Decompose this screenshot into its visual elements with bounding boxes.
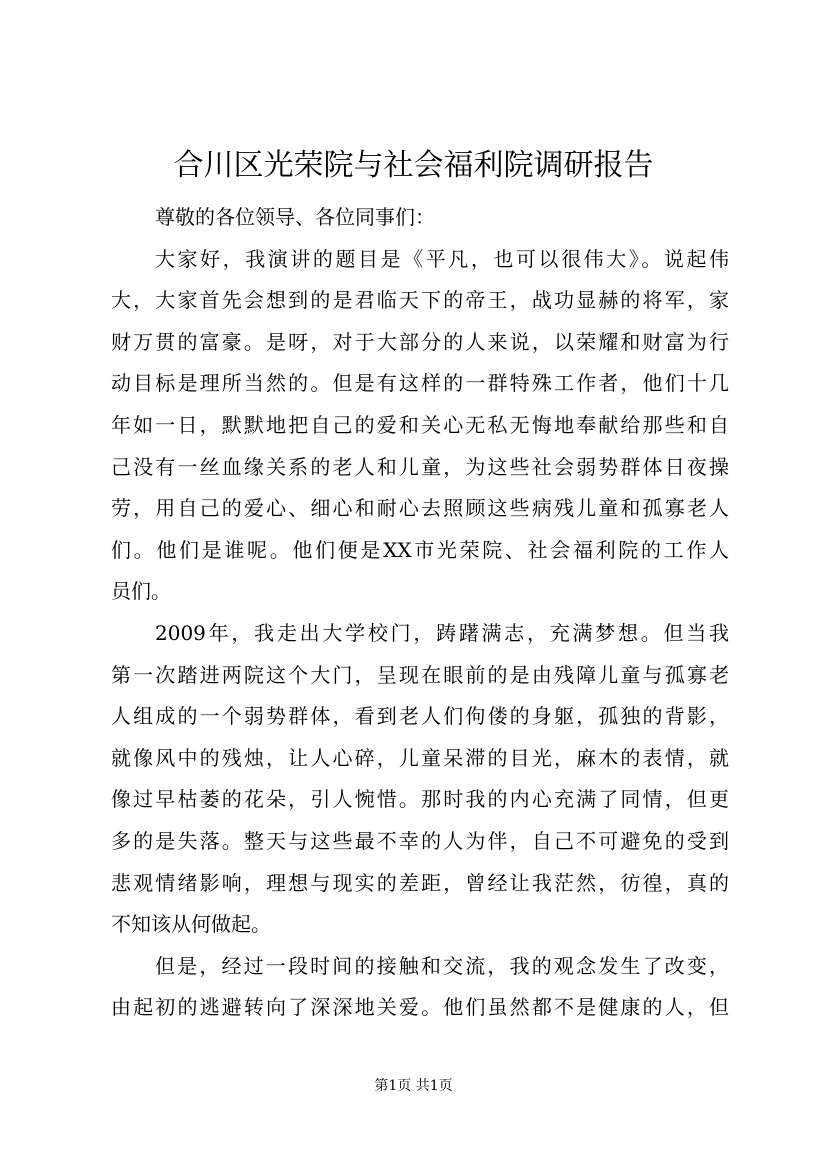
body-line: 但是，经过一段时间的接触和交流，我的观念发生了改变， — [155, 953, 729, 978]
page-footer: 第1页 共1页 — [374, 1078, 453, 1094]
body-line: 们。他们是谁呢。他们便是XX市光荣院、社会福利院的工作人 — [111, 537, 729, 562]
body-line: 动目标是理所当然的。但是有这样的一群特殊工作者，他们十几 — [111, 371, 729, 396]
body-line: 不知该从何做起。 — [111, 912, 271, 937]
body-line: 多的是失落。整天与这些最不幸的人为伴，自己不可避免的受到 — [111, 828, 729, 853]
body-line: 人组成的一个弱势群体，看到老人们佝偻的身躯，孤独的背影， — [111, 704, 729, 729]
body-line: 劳，用自己的爱心、细心和耐心去照顾这些病残儿童和孤寡老人 — [111, 496, 729, 521]
body-line: 大家好，我演讲的题目是《平凡，也可以很伟大》。说起伟 — [155, 246, 729, 271]
document-title: 合川区光荣院与社会福利院调研报告 — [173, 148, 654, 183]
body-line: 年如一日，默默地把自己的爱和关心无私无悔地奉献给那些和自 — [111, 412, 729, 437]
body-line: 就像风中的残烛，让人心碎，儿童呆滞的目光，麻木的表情，就 — [111, 745, 729, 770]
body-line: 员们。 — [111, 579, 171, 604]
body-line: 第一次踏进两院这个大门，呈现在眼前的是由残障儿童与孤寡老 — [111, 662, 729, 687]
body-line: 尊敬的各位领导、各位同事们： — [155, 205, 435, 229]
body-line: 悲观情绪影响，理想与现实的差距，曾经让我茫然，彷徨，真的 — [111, 870, 729, 895]
body-line: 财万贯的富豪。是呀，对于大部分的人来说，以荣耀和财富为行 — [111, 329, 729, 354]
body-line: 由起初的逃避转向了深深地关爱。他们虽然都不是健康的人，但 — [111, 995, 729, 1020]
body-line: 大，大家首先会想到的是君临天下的帝王，战功显赫的将军，家 — [111, 288, 729, 313]
document-body — [111, 197, 729, 1029]
body-line: 像过早枯萎的花朵，引人惋惜。那时我的内心充满了同情，但更 — [111, 787, 729, 812]
body-line: 己没有一丝血缘关系的老人和儿童，为这些社会弱势群体日夜操 — [111, 454, 729, 479]
body-line: 2009年，我走出大学校门，踌躇满志，充满梦想。但当我 — [155, 620, 729, 645]
